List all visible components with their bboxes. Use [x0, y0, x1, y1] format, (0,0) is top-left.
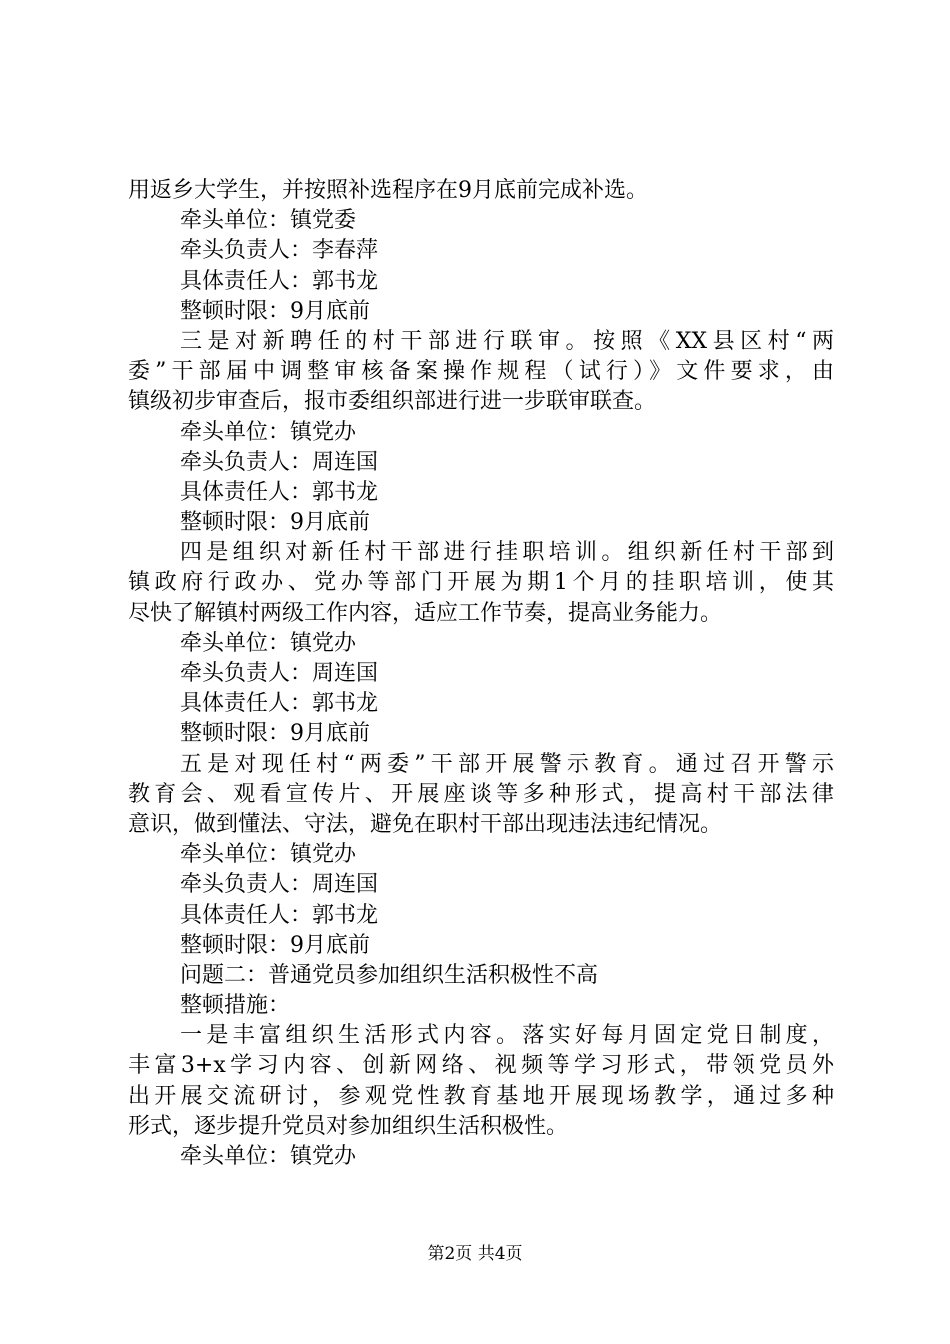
text-line: 教育会、观看宣传片、开展座谈等多种形式，提高村干部法律 [128, 781, 834, 807]
text-line: 牵头负责人：周连国 [180, 661, 379, 686]
text-line: 牵头单位：镇党办 [180, 419, 357, 445]
text-line: 具体责任人：郭书龙 [180, 902, 379, 928]
text-line: 具体责任人：郭书龙 [180, 691, 379, 717]
text-line: 具体责任人：郭书龙 [180, 268, 379, 294]
text-line: 问题二：普通党员参加组织生活积极性不高 [180, 962, 599, 988]
text-line: 牵头负责人：李春萍 [180, 238, 379, 264]
text-line: 丰富3+x学习内容、创新网络、视频等学习形式，带领党员外 [128, 1053, 834, 1079]
text-line: 尽快了解镇村两级工作内容，适应工作节奏，提高业务能力。 [128, 600, 723, 626]
text-line: 出开展交流研讨，参观党性教育基地开展现场教学，通过多种 [128, 1083, 834, 1109]
text-line: 形式，逐步提升党员对参加组织生活积极性。 [128, 1113, 569, 1139]
text-line: 牵头单位：镇党办 [180, 1144, 357, 1169]
text-line: 牵头单位：镇党办 [180, 630, 357, 656]
page-footer: 第2页 共4页 [427, 1244, 523, 1264]
text-line: 整顿措施： [180, 993, 291, 1019]
text-line: 意识，做到懂法、守法，避免在职村干部出现违法违纪情况。 [128, 811, 723, 837]
text-line: 用返乡大学生，并按照补选程序在9月底前完成补选。 [128, 178, 648, 203]
text-line: 一是丰富组织生活形式内容。落实好每月固定党日制度， [180, 1023, 834, 1049]
document-body [128, 176, 834, 1172]
text-line: 整顿时限：9月底前 [180, 932, 370, 958]
text-line: 整顿时限：9月底前 [180, 298, 370, 324]
text-line: 整顿时限：9月底前 [180, 510, 370, 536]
text-line: 五是对现任村“两委”干部开展警示教育。通过召开警示 [180, 751, 834, 777]
text-line: 具体责任人：郭书龙 [180, 479, 379, 505]
text-line: 整顿时限：9月底前 [180, 721, 370, 747]
text-line: 四是组织对新任村干部进行挂职培训。组织新任村干部到 [180, 540, 834, 566]
text-line: 牵头单位：镇党办 [180, 842, 357, 868]
text-line: 镇级初步审查后，报市委组织部进行进一步联审联查。 [128, 389, 657, 415]
text-line: 牵头负责人：周连国 [180, 872, 379, 898]
text-line: 委”干部届中调整审核备案操作规程（试行）》文件要求，由 [128, 359, 834, 385]
text-line: 镇政府行政办、党办等部门开展为期1个月的挂职培训，使其 [128, 570, 834, 596]
text-line: 牵头负责人：周连国 [180, 449, 379, 475]
text-line: 牵头单位：镇党委 [180, 208, 357, 234]
text-line: 三是对新聘任的村干部进行联审。按照《XX县区村“两 [180, 328, 834, 354]
